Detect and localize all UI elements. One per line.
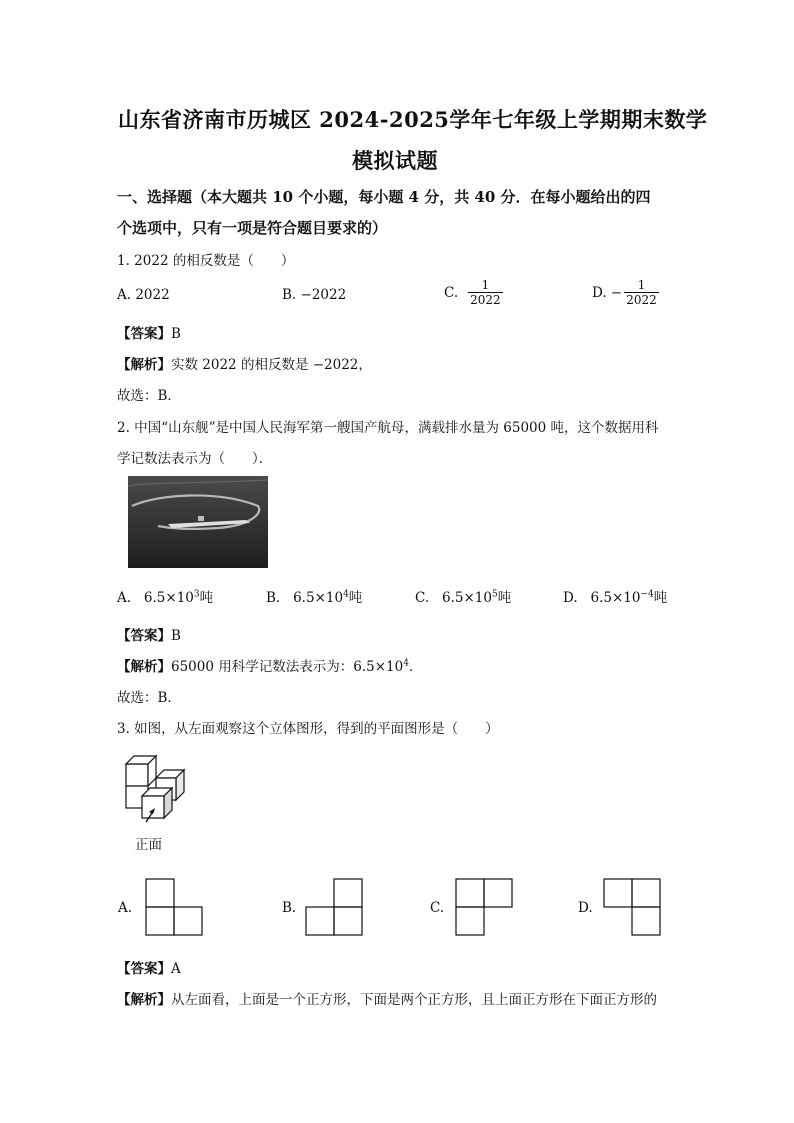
q1-option-c-numerator: 1 — [481, 278, 490, 292]
q1-option-c-denominator: 2022 — [470, 293, 501, 307]
q2-conclusion: 故选：B． — [117, 690, 181, 706]
q3-option-b-label: B. — [282, 900, 297, 916]
q1-answer-value: B — [171, 326, 181, 342]
q1-option-c-label: C. — [444, 284, 459, 301]
q3-analysis-tag: 【解析】 — [117, 992, 171, 1008]
q3-answer — [117, 957, 181, 977]
q2-option-c-label: C. — [415, 590, 430, 606]
q2-option-d-base: 6.5×10 — [590, 590, 641, 606]
q3-answer-tag: 【答案】 — [117, 961, 171, 977]
q2-stem-line1: 2. 中国“山东舰”是中国人民海军第一艘国产航母，满载排水量为 65000 吨，这个数据用科 — [117, 420, 659, 436]
q1-option-d-denominator: 2022 — [626, 293, 657, 307]
q2-option-b — [266, 586, 362, 606]
q1-option-a: A. 2022 — [117, 287, 170, 303]
q3-option-a-figure — [145, 878, 205, 938]
q3-option-d-label: D. — [578, 900, 593, 916]
q2-option-c-unit: 吨 — [497, 590, 512, 606]
q3-analysis-text: 从左面看，上面是一个正方形，下面是两个正方形，且上面正方形在下面正方形的 — [171, 992, 657, 1008]
q2-stem-line2: 学记数法表示为（ ）． — [117, 451, 273, 467]
q2-option-b-exponent: 4 — [343, 589, 349, 600]
q1-option-d-label: D. − — [592, 284, 623, 301]
aircraft-carrier-photo — [128, 476, 268, 568]
q1-analysis-text: 实数 2022 的相反数是 −2022， — [171, 357, 372, 373]
document-title-line2: 模拟试题 — [352, 148, 438, 173]
q2-option-a-base: 6.5×10 — [143, 590, 194, 606]
q1-analysis — [117, 353, 372, 373]
q1-option-c-fraction — [468, 278, 503, 307]
q2-option-a — [117, 586, 213, 606]
cube-stack-figure — [120, 752, 200, 842]
q2-option-b-base: 6.5×10 — [293, 590, 344, 606]
q2-answer-value: B — [171, 628, 181, 644]
q2-analysis-exponent: 4 — [403, 658, 409, 669]
q2-option-a-exponent: 3 — [193, 589, 200, 600]
aircraft-carrier-photo-drawing — [128, 476, 268, 568]
q1-option-b: B. −2022 — [282, 287, 347, 303]
q2-option-a-label: A. — [117, 590, 132, 606]
q2-option-d — [563, 586, 667, 606]
q2-option-c-exponent: 5 — [491, 589, 498, 600]
q2-option-b-unit: 吨 — [348, 590, 363, 606]
cube-top-front-face — [126, 764, 148, 786]
q2-option-d-label: D. — [563, 590, 578, 606]
q2-analysis-tag: 【解析】 — [117, 659, 171, 675]
q3-option-a-label: A. — [118, 900, 133, 916]
q3-analysis — [117, 988, 657, 1008]
q1-option-d-numerator: 1 — [637, 278, 646, 292]
q3-option-b-figure — [305, 878, 365, 938]
q1-conclusion: 故选：B． — [117, 388, 181, 404]
q2-option-a-unit: 吨 — [199, 590, 214, 606]
q1-option-d-fraction — [624, 278, 659, 307]
q2-analysis — [117, 655, 422, 675]
section-header-line2: 个选项中，只有一项是符合题目要求的） — [117, 219, 388, 237]
q2-option-b-label: B. — [266, 590, 281, 606]
q1-analysis-tag: 【解析】 — [117, 357, 171, 373]
q2-option-d-exponent: −4 — [640, 589, 654, 600]
document-title-line1: 山东省济南市历城区 2024-2025学年七年级上学期期末数学 — [118, 107, 708, 132]
q1-answer — [117, 322, 181, 342]
q1-stem: 1. 2022 的相反数是（ ） — [117, 253, 295, 269]
q2-option-c — [415, 586, 511, 606]
q1-answer-tag: 【答案】 — [117, 326, 171, 342]
q1-option-d — [592, 278, 659, 307]
q1-option-c — [444, 278, 503, 307]
q2-answer-tag: 【答案】 — [117, 628, 171, 644]
q2-option-c-base: 6.5×10 — [442, 590, 492, 606]
q2-answer — [117, 624, 181, 644]
q3-option-d-figure — [603, 878, 663, 938]
q2-analysis-end: ． — [408, 659, 423, 675]
q3-option-c-label: C. — [430, 900, 445, 916]
q2-option-d-unit: 吨 — [653, 590, 668, 606]
q3-stem: 3. 如图，从左面观察这个立体图形，得到的平面图形是（ ） — [117, 721, 499, 737]
q2-analysis-base: 65000 用科学记数法表示为：6.5×10 — [171, 659, 404, 675]
section-header-line1: 一、选择题（本大题共 10 个小题，每小题 4 分，共 40 分．在每小题给出的四 — [117, 188, 651, 206]
q3-answer-value: A — [171, 961, 181, 977]
q3-option-c-figure — [455, 878, 515, 938]
q3-figure-label: 正面 — [135, 837, 162, 853]
cube-front-front-face — [142, 796, 164, 818]
